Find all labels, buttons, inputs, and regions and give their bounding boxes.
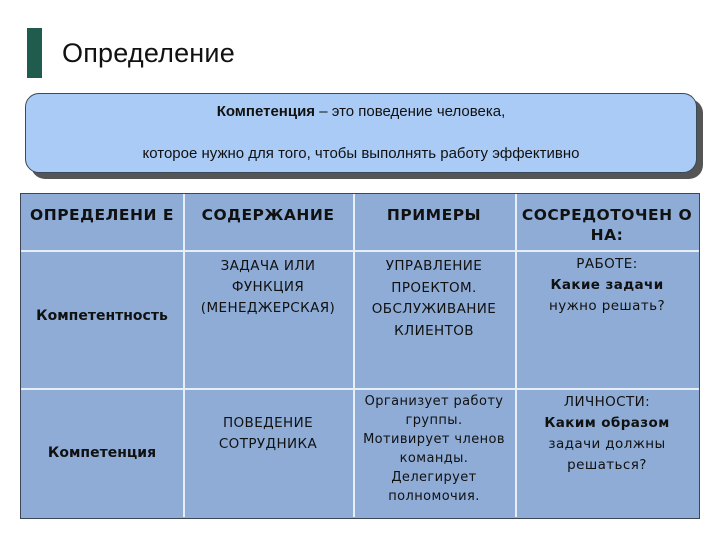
row1-content-line: ФУНКЦИЯ — [231, 279, 305, 295]
row2-examples-line: Делегирует — [391, 470, 477, 485]
row1-focus-top: РАБОТЕ: — [576, 256, 638, 272]
row2-label: Компетенция — [47, 445, 157, 461]
row1-examples-line: ОБСЛУЖИВАНИЕ — [371, 301, 497, 317]
definition-line-2: которое нужно для того, чтобы выполнять работу эффективно — [142, 145, 580, 162]
row1-focus — [515, 254, 699, 317]
row2-examples-line: Организует работу — [364, 394, 504, 409]
slide-title: Определение — [62, 38, 235, 68]
definition-line-1 — [26, 103, 696, 120]
row2-focus-bottom-line: задачи должны — [548, 436, 666, 452]
row2-content — [183, 413, 353, 455]
definition-rest: – это поведение человека, — [315, 103, 506, 120]
row1-label: Компетентность — [36, 308, 168, 324]
row2-focus — [515, 392, 699, 476]
row-divider-header — [21, 250, 699, 252]
row2-examples-line: группы. — [405, 413, 463, 428]
title-accent-bar — [27, 28, 42, 78]
header-content: СОДЕРЖАНИЕ — [201, 206, 335, 224]
row2-focus-bottom-line: решаться? — [567, 457, 647, 473]
definition-box — [25, 93, 697, 173]
row2-examples-line: полномочия. — [388, 489, 480, 504]
row2-content-line: ПОВЕДЕНИЕ — [222, 415, 314, 431]
row2-examples-line: Мотивирует членов — [363, 432, 505, 447]
row2-examples — [353, 392, 515, 506]
row1-content-line: ЗАДАЧА ИЛИ — [220, 258, 316, 274]
row2-content-line: СОТРУДНИКА — [218, 436, 318, 452]
row-divider-body — [21, 388, 699, 390]
row1-examples-line: КЛИЕНТОВ — [394, 322, 474, 339]
row1-focus-bottom: нужно решать? — [548, 298, 666, 314]
row2-focus-top: ЛИЧНОСТИ: — [563, 394, 651, 410]
row2-examples-line: команды. — [399, 451, 469, 466]
definition-term: Компетенция — [216, 103, 316, 120]
row1-examples — [353, 256, 515, 342]
row1-content — [183, 256, 353, 319]
row1-examples-line: УПРАВЛЕНИЕ — [385, 258, 483, 274]
header-examples: ПРИМЕРЫ — [386, 206, 482, 224]
header-definition: ОПРЕДЕЛЕНИ Е — [30, 206, 174, 224]
col-divider-1 — [183, 194, 185, 517]
header-focus: СОСРЕДОТОЧЕН О НА: — [521, 206, 693, 244]
row2-focus-bold: Каким образом — [544, 415, 670, 431]
row1-content-line: (МЕНЕДЖЕРСКАЯ) — [200, 300, 336, 316]
row1-examples-line: ПРОЕКТОМ. — [391, 279, 477, 296]
row1-focus-bold: Какие задачи — [550, 277, 664, 293]
comparison-table — [20, 193, 700, 519]
